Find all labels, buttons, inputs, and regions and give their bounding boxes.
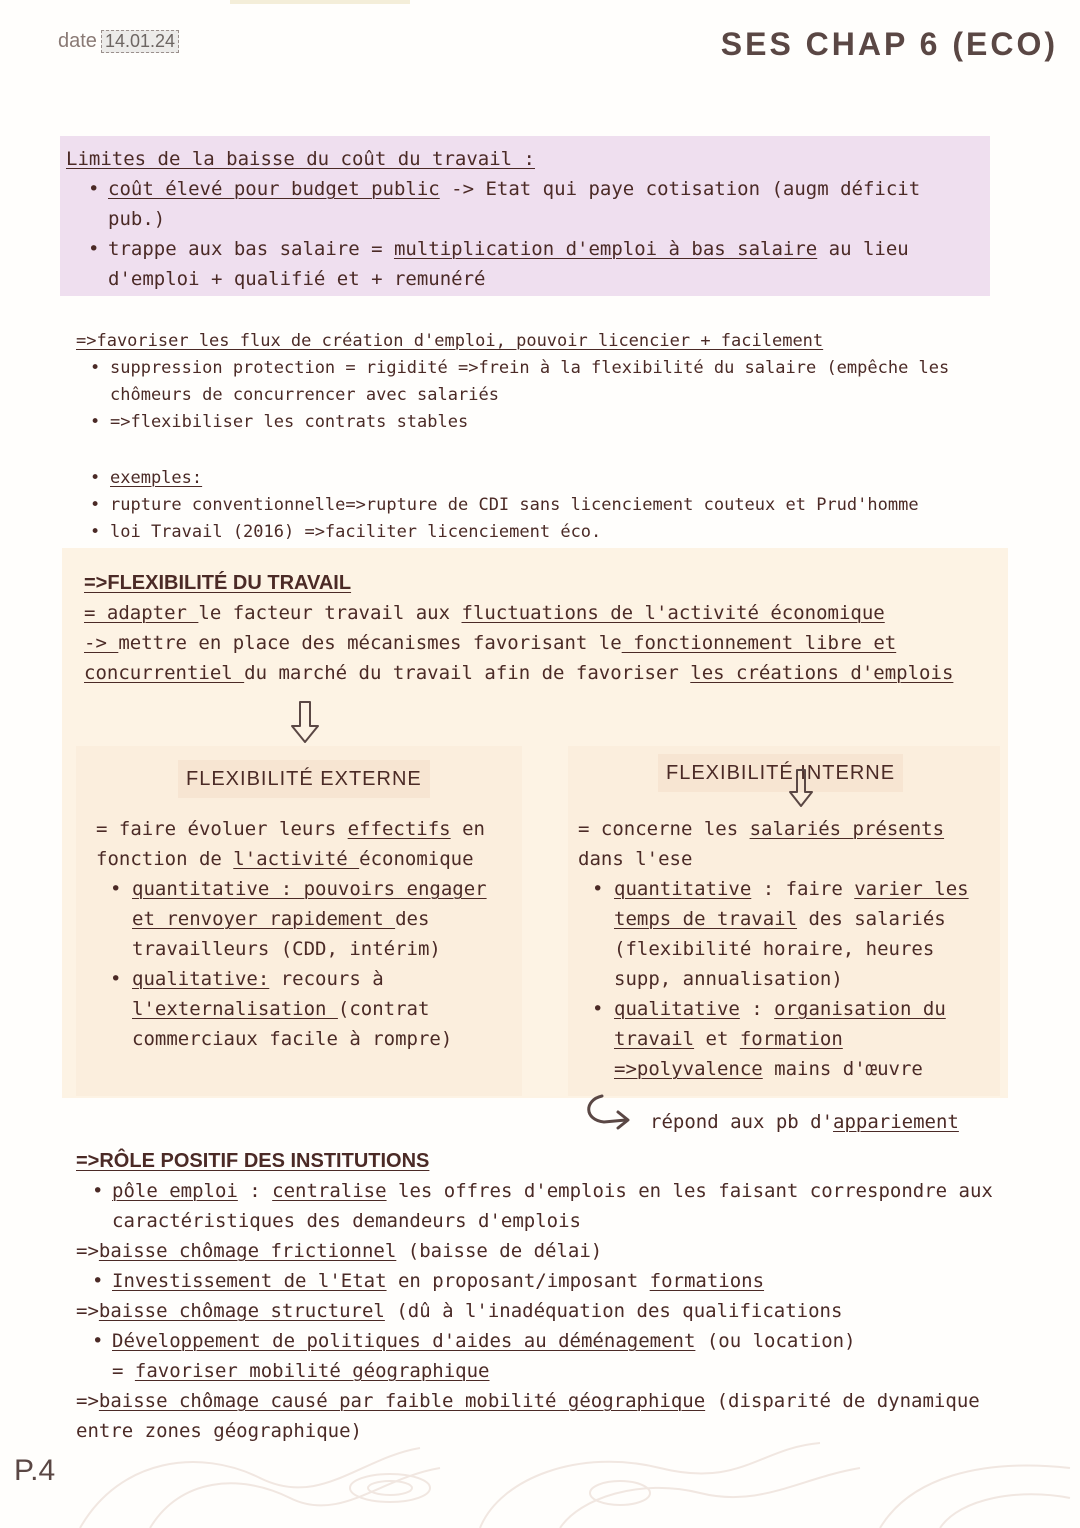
institutions-list-2 [76,1266,1036,1296]
external-definition: = faire évoluer leurs effectifs en fonction de l'activité économique [96,818,485,870]
list-item: • Investissement de l'Etat en proposant/imposant formations [88,1266,1036,1296]
appariement-note: répond aux pb d'appariement [650,1111,959,1133]
down-arrow-icon [788,768,814,808]
institutions-section [76,1146,1036,1446]
flexibility-heading: =>FLEXIBILITÉ DU TRAVAIL [84,572,352,594]
down-arrow-icon [290,700,320,744]
result-structural: =>baisse chômage structurel (dû à l'inadéquation des qualifications [76,1300,843,1322]
limits-item-trap: • trappe aux bas salaire = multiplication d'emploi à bas salaire au lieu d'emploi + qualifié et + remunéré [84,234,978,294]
list-item: • qualitative : organisation du travail et formation =>polyvalence mains d'œuvre [590,994,988,1084]
date-label: date 14.01.24 [58,30,179,53]
list-item: • rupture conventionnelle=>rupture de CDI sans licenciement couteux et Prud'homme [86,492,1006,519]
curved-arrow-icon [582,1090,634,1134]
list-item: • qualitative: recours à l'externalisation (contrat commerciaux facile à rompre) [108,964,516,1054]
list-item: • Développement de politiques d'aides au déménagement (ou location) = favoriser mobilité géographique [88,1326,1036,1386]
institutions-list-1 [76,1176,1036,1236]
list-item: • suppression protection = rigidité =>frein à la flexibilité du salaire (empêche les chômeurs de concurrencer avec salariés [86,355,1006,409]
flexibility-definition [84,568,984,688]
flexibility-def-line1: = adapter le facteur travail aux fluctuations de l'activité économique [84,602,885,624]
internal-list [578,874,988,1084]
external-flexibility-box [76,746,522,1096]
internal-flexibility-title: FLEXIBILITÉ INTERNE [658,754,903,792]
examples-label: • exemples: [86,465,1006,492]
internal-flexibility-box [568,746,1000,1096]
internal-flexibility-text [578,814,988,1084]
list-item: • =>flexibiliser les contrats stables [86,409,1006,436]
flexibility-def-line2: -> mettre en place des mécanismes favorisant le fonctionnement libre et concurrentiel du marché du travail afin de favoriser les créations d'emplois [84,632,954,684]
page-number: P.4 [14,1454,56,1487]
list-item: • quantitative : pouvoirs engager et renvoyer rapidement des travailleurs (CDD, intérim) [108,874,516,964]
list-item: • loi Travail (2016) =>faciliter licenciement éco. [86,519,1006,546]
external-flexibility-title: FLEXIBILITÉ EXTERNE [178,760,430,798]
flux-list [76,355,1006,436]
date-value: 14.01.24 [101,30,179,53]
flux-heading: =>favoriser les flux de création d'emploi, pouvoir licencier + facilement [76,331,824,351]
result-frictional: =>baisse chômage frictionnel (baisse de délai) [76,1240,603,1262]
decorative-swirl-pattern [60,1438,1080,1528]
external-list [96,874,516,1054]
institutions-heading: =>RÔLE POSITIF DES INSTITUTIONS [76,1150,430,1172]
examples-list [76,465,1006,546]
limits-list [66,174,978,294]
examples-section [76,465,1006,546]
limits-heading: Limites de la baisse du coût du travail : [66,148,535,170]
flux-section [76,328,1006,436]
internal-definition: = concerne les salariés présents dans l'ese [578,818,945,870]
result-geographic: =>baisse chômage causé par faible mobilité géographique (disparité de dynamique entre zones géographique) [76,1390,980,1442]
external-flexibility-text [96,814,516,1054]
list-item: • pôle emploi : centralise les offres d'emplois en les faisant correspondre aux caractéristiques des demandeurs d'emplois [88,1176,1036,1236]
top-decoration-bar [230,0,410,4]
list-item: • quantitative : faire varier les temps de travail des salariés (flexibilité horaire, heures supp, annualisation) [590,874,988,994]
flexibility-section [62,548,1008,1098]
limits-item-budget: • coût élevé pour budget public -> Etat qui paye cotisation (augm déficit pub.) [84,174,978,234]
institutions-list-3 [76,1326,1036,1386]
limits-box [60,136,990,296]
page-title: SES CHAP 6 (ECO) [720,26,1058,62]
